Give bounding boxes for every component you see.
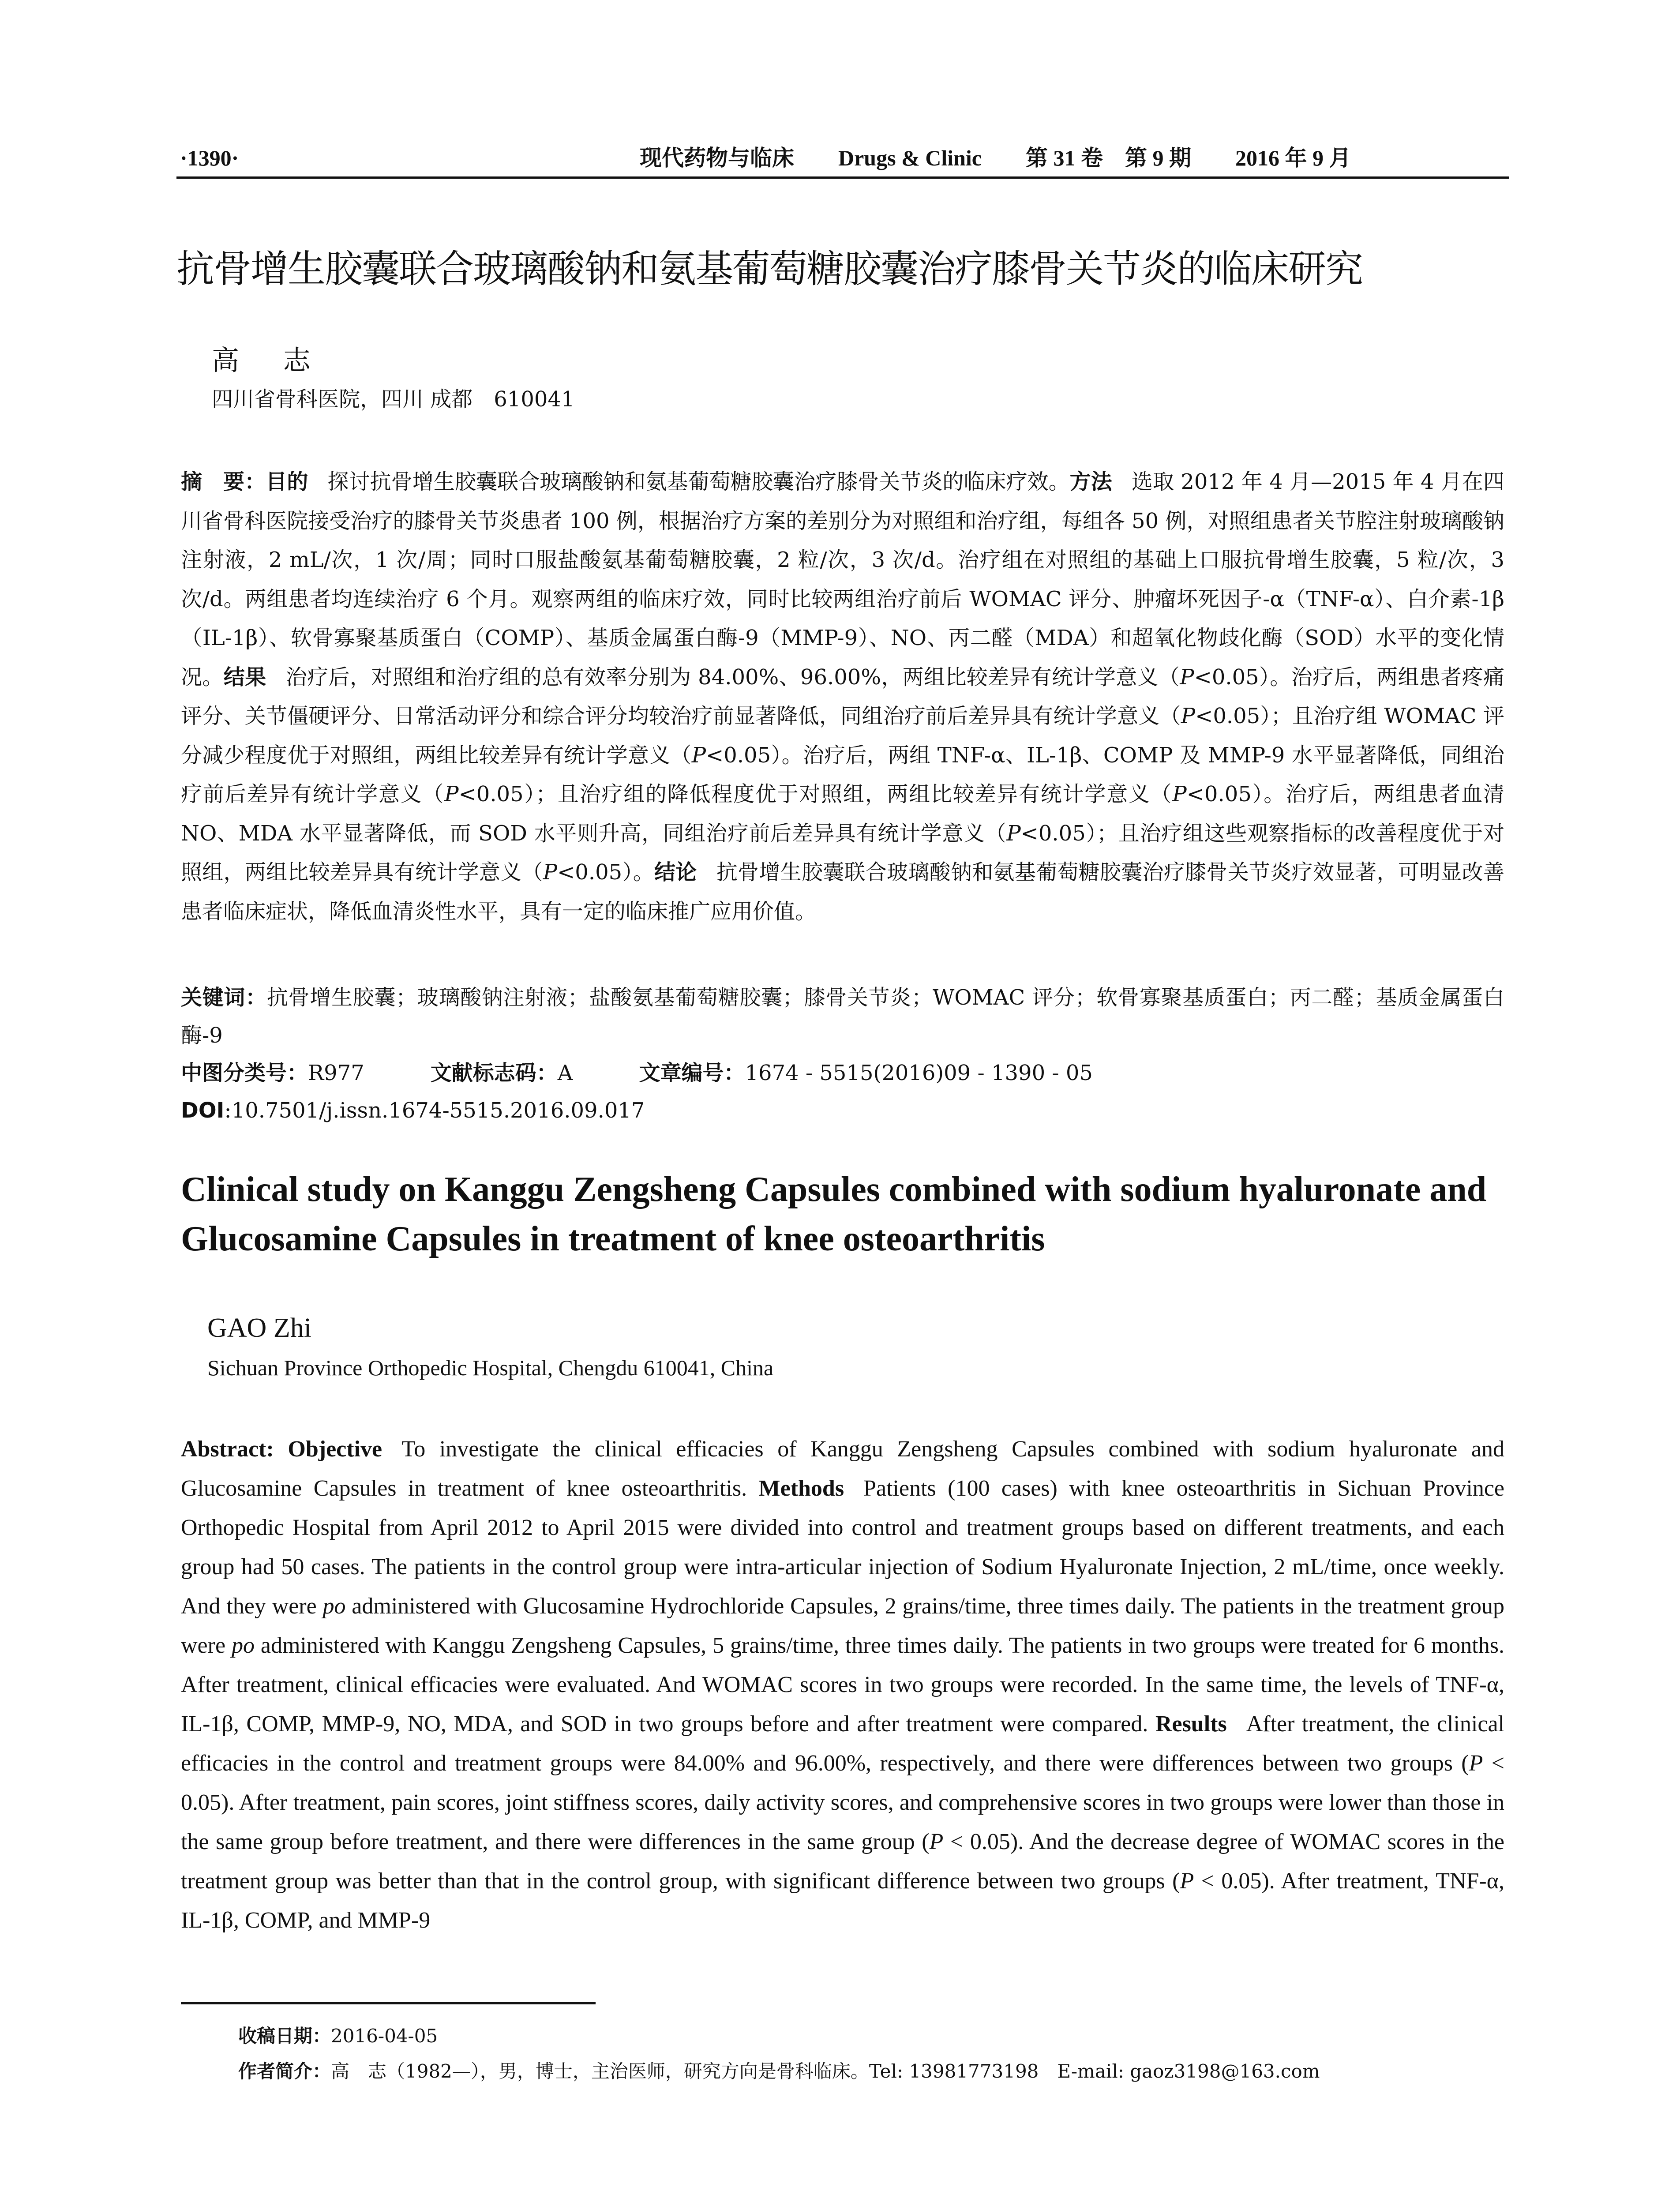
p-symbol: P: [1172, 782, 1187, 807]
en-results-text: < 0.05). And the decrease degree of WOMAC scores in the treatment group was better than that in the control group, with significant difference between two groups (: [181, 1829, 1505, 1894]
cn-abstract-label: 摘 要：: [181, 469, 266, 494]
cn-results-text: <0.05）；且治疗组这些观察指标的改善程度优于对照组，两组比较差异具有统计学意义（: [181, 821, 1504, 885]
clc-label: 中图分类号：: [181, 1061, 308, 1085]
cn-results-text: <0.05）。治疗后，两组患者血清 NO、MDA 水平显著降低，而 SOD 水平则升高，同组治疗前后差异具有统计学意义（: [181, 782, 1504, 846]
doi-label: DOI: [181, 1098, 225, 1123]
cn-results-label: 结果: [223, 664, 266, 690]
p-symbol: P: [929, 1829, 944, 1854]
en-abstract: [181, 1429, 1504, 1940]
cn-title: 抗骨增生胶囊联合玻璃酸钠和氨基葡萄糖胶囊治疗膝骨关节炎的临床研究: [176, 247, 1362, 291]
footnote-rule: [181, 2002, 596, 2004]
en-methods-text: administered with Kanggu Zengsheng Capsules, 5 grains/time, three times daily. The patients in two groups were treated for 6 months. After treatment, clinical efficacies were evaluated. And WOMAC scores in two groups were recorded. In the same time, the levels of TNF-α, IL-1β, COMP, MMP-9, NO, MDA, and SOD in two groups before and after treatment were compared.: [181, 1633, 1504, 1737]
en-objective: To investigate the clinical efficacies of Kanggu Zengsheng Capsules combined with sodium hyaluronate and Glucosamine Capsules in treatment of knee osteoarthritis.: [181, 1437, 1505, 1501]
po-term: po: [231, 1633, 255, 1658]
en-results-text: < 0.05). After treatment, TNF-α, IL-1β, COMP, and MMP-9: [181, 1868, 1504, 1933]
en-results-text: After treatment, the clinical efficacies in the control and treatment groups were 84.00% and 96.00%, respectively, and there were differences between two groups (: [181, 1711, 1504, 1776]
received-date: [238, 2021, 438, 2052]
article-no-value: 1674 - 5515(2016)09 - 1390 - 05: [745, 1061, 1093, 1085]
en-results-label: Results: [1155, 1711, 1227, 1737]
doc-code-label: 文献标志码：: [430, 1061, 558, 1085]
en-methods-text: administered with Glucosamine Hydrochloride Capsules, 2 grains/time, three times daily. The patients in the treatment group were: [181, 1594, 1505, 1658]
cn-results-text: <0.05）；且治疗组 WOMAC 评分减少程度优于对照组，两组比较差异有统计学意义（: [181, 704, 1504, 768]
page-number: ·1390·: [180, 146, 239, 170]
cn-conclusion: 抗骨增生胶囊联合玻璃酸钠和氨基葡萄糖胶囊治疗膝骨关节炎疗效显著，可明显改善患者临床症状，降低血清炎性水平，具有一定的临床推广应用价值。: [181, 860, 1504, 924]
po-term: po: [322, 1594, 346, 1619]
en-methods-text: Patients (100 cases) with knee osteoarthritis in Sichuan Province Orthopedic Hospital from April 2012 to April 2015 were divided into control and treatment groups based on different treatments, and each group had 50 cases. The patients in the control group were intra-articular injection of Sodium Hyaluronate Injection, 2 mL/time, once weekly. And they were: [181, 1476, 1505, 1619]
p-symbol: P: [543, 860, 558, 885]
en-results-text: < 0.05). After treatment, pain scores, joint stiffness scores, daily activity scores, and comprehensive scores in two groups were lower than those in the same group before treatment, and there were differences in the same group (: [181, 1751, 1504, 1854]
en-affiliation: Sichuan Province Orthopedic Hospital, Chengdu 610041, China: [207, 1355, 774, 1380]
p-symbol: P: [691, 743, 706, 768]
cn-methods: 选取 2012 年 4 月—2015 年 4 月在四川省骨科医院接受治疗的膝骨关节炎患者 100 例，根据治疗方案的差别分为对照组和治疗组，每组各 50 例，对照组患者关节腔注射玻璃酸钠注射液，2 mL/次，1 次/周；同时口服盐酸氨基葡萄糖胶囊，2 粒/次，3 次/d。治疗组在对照组的基础上口服抗骨增生胶囊，5 粒/次，3 次/d。两组患者均连续治疗 6 个月。观察两组的临床疗效，同时比较两组治疗前后 WOMAC 评分、肿瘤坏死因子-α（TNF-α）、白介素-1β（IL-1β）、软骨寡聚基质蛋白（COMP）、基质金属蛋白酶-9（MMP-9）、NO、丙二醛（MDA）和超氧化物歧化酶（SOD）水平的变化情况。: [181, 469, 1504, 690]
doi-value: :10.7501/j.issn.1674-5515.2016.09.017: [224, 1098, 645, 1123]
classification-line: [181, 1055, 1093, 1091]
cn-affiliation: 四川省骨科医院，四川 成都 610041: [212, 387, 575, 412]
bio-label: 作者简介：: [238, 2060, 331, 2082]
en-methods-label: Methods: [758, 1476, 844, 1501]
received-value: 2016-04-05: [331, 2025, 438, 2047]
doi-line: [181, 1093, 645, 1128]
cn-results-text: <0.05）。: [557, 860, 655, 885]
cn-abstract: [181, 462, 1504, 931]
cn-author: 高 志: [212, 344, 328, 376]
cn-keywords-label: 关键词：: [181, 985, 267, 1010]
clc-value: R977: [308, 1061, 364, 1085]
p-symbol: P: [1181, 704, 1196, 728]
cn-objective: 探讨抗骨增生胶囊联合玻璃酸钠和氨基葡萄糖胶囊治疗膝骨关节炎的临床疗效。: [327, 469, 1070, 494]
cn-results-text: <0.05）。治疗后，两组患者疼痛评分、关节僵硬评分、日常活动评分和综合评分均较治疗前显著降低，同组治疗前后差异具有统计学意义（: [181, 664, 1504, 728]
doc-code-value: A: [557, 1061, 573, 1085]
cn-results-text: <0.05）；且治疗组的降低程度优于对照组，两组比较差异有统计学意义（: [458, 782, 1173, 807]
en-abstract-label: Abstract:: [181, 1437, 274, 1462]
en-author: GAO Zhi: [207, 1313, 311, 1343]
cn-results-text: 治疗后，对照组和治疗组的总有效率分别为 84.00%、96.00%，两组比较差异有统计学意义（: [285, 664, 1180, 690]
cn-objective-label: 目的: [266, 469, 308, 494]
bio-value: 高 志（1982—），男，博士，主治医师，研究方向是骨科临床。Tel: 13981773198 E-mail: gaoz3198@163.com: [331, 2060, 1320, 2082]
en-title: Clinical study on Kanggu Zengsheng Capsules combined with sodium hyaluronate and Glucosamine Capsules in treatment of knee osteoarthritis: [181, 1170, 1487, 1258]
journal-info: 现代药物与临床 Drugs & Clinic 第 31 卷 第 9 期 2016 年 9 月: [640, 146, 1351, 170]
cn-keywords: [181, 979, 1504, 1054]
cn-keywords-text: 抗骨增生胶囊；玻璃酸钠注射液；盐酸氨基葡萄糖胶囊；膝骨关节炎；WOMAC 评分；软骨寡聚基质蛋白；丙二醛；基质金属蛋白酶-9: [181, 985, 1504, 1048]
cn-results-text: <0.05）。治疗后，两组 TNF-α、IL-1β、COMP 及 MMP-9 水平显著降低，同组治疗前后差异有统计学意义（: [181, 743, 1504, 807]
en-objective-label: Objective: [288, 1437, 382, 1462]
received-label: 收稿日期：: [238, 2025, 331, 2047]
p-symbol: P: [1180, 1868, 1194, 1894]
p-symbol: P: [1469, 1751, 1483, 1776]
article-no-label: 文章编号：: [639, 1061, 745, 1085]
author-bio: [238, 2056, 1320, 2087]
header-rule: [176, 176, 1509, 179]
cn-methods-label: 方法: [1069, 469, 1112, 494]
running-header: [176, 140, 1509, 176]
cn-conclusion-label: 结论: [654, 860, 697, 885]
p-symbol: P: [1180, 664, 1194, 690]
p-symbol: P: [444, 782, 459, 807]
p-symbol: P: [1006, 821, 1021, 846]
